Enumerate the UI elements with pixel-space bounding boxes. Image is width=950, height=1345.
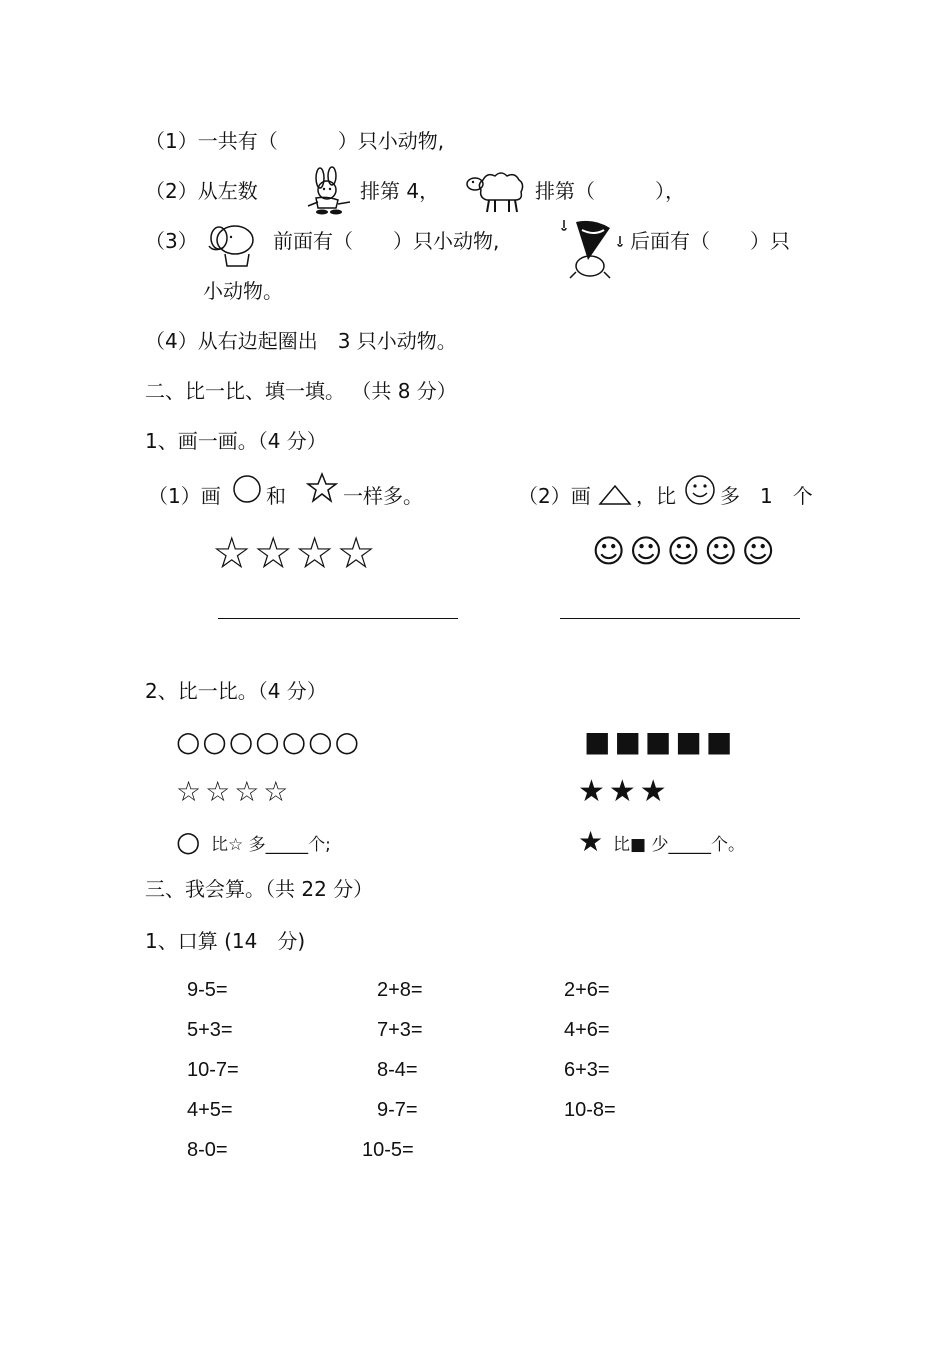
- calc-problem: 5+3=: [187, 1019, 233, 1041]
- calc-problem: 4+6=: [564, 1019, 610, 1041]
- triangle-icon: [598, 484, 632, 506]
- draw2-pre: （2）画: [518, 484, 591, 508]
- q1-line2-pre: （2）从左数: [145, 179, 258, 203]
- circles-row: ○○○○○○○: [176, 725, 362, 758]
- q1-line4: （4）从右边起圈出 3 只小动物。: [145, 329, 457, 353]
- calc-problem: 10-7=: [187, 1059, 239, 1081]
- smiley-icon: [684, 474, 716, 506]
- q1-line3-cont: 小动物。: [203, 279, 283, 303]
- section3-sub1: 1、口算 (14 分): [145, 929, 306, 953]
- draw1-post: 一样多。: [343, 484, 423, 508]
- calc-problem: 9-5=: [187, 979, 228, 1001]
- q1-line1: （1）一共有（ ）只小动物,: [145, 129, 445, 153]
- draw1-pre: （1）画: [148, 484, 221, 508]
- q1-line3-post: 后面有（ ）只: [630, 229, 790, 253]
- q1-line3-pre: （3）: [145, 229, 198, 253]
- draw1-and: 和: [266, 484, 286, 508]
- calc-problem: 8-0=: [187, 1139, 228, 1161]
- draw2-mid: ，比: [636, 484, 676, 508]
- stars-row: ☆☆☆☆: [212, 528, 378, 579]
- calc-problem: 10-5=: [362, 1139, 414, 1161]
- draw2-post: 多 1 个: [720, 484, 813, 508]
- calc-problem: 10-8=: [564, 1099, 616, 1121]
- star-icon: [306, 472, 338, 504]
- section2-title: 二、比一比、填一填。 （共 8 分）: [145, 379, 457, 403]
- sheep-icon: [465, 166, 529, 214]
- section2-sub2: 2、比一比。（4 分）: [145, 679, 327, 703]
- calc-problem: 2+6=: [564, 979, 610, 1001]
- q1-line3-mid: 前面有（ ）只小动物,: [273, 229, 500, 253]
- answer-line-2[interactable]: [560, 618, 800, 619]
- squares-row: ■■■■■: [584, 725, 737, 758]
- calc-problem: 9-7=: [377, 1099, 418, 1121]
- q1-line2-post: 排第（ ），: [535, 179, 685, 203]
- section3-title: 三、我会算。（共 22 分）: [145, 877, 374, 901]
- calc-problem: 7+3=: [377, 1019, 423, 1041]
- faces-row: ☺☺☺☺☺: [592, 532, 779, 570]
- solid-stars-row: ★★★: [578, 774, 671, 809]
- compare1-text: 比☆ 多_____个;: [211, 835, 331, 855]
- hollow-stars-row: ☆☆☆☆: [176, 775, 293, 808]
- circle-icon: [232, 474, 262, 504]
- compare2-star: ★: [578, 825, 606, 858]
- calc-problem: 2+8=: [377, 979, 423, 1001]
- calc-problem: 6+3=: [564, 1059, 610, 1081]
- q1-line2-mid: 排第 4，: [360, 179, 440, 203]
- section2-sub1: 1、画一画。（4 分）: [145, 429, 327, 453]
- calc-problem: 4+5=: [187, 1099, 233, 1121]
- calc-problem: 8-4=: [377, 1059, 418, 1081]
- rabbit-icon: [298, 166, 358, 216]
- answer-line-1[interactable]: [218, 618, 458, 619]
- elephant-icon: [205, 222, 261, 270]
- compare2-text: 比■ 少_____个。: [613, 835, 745, 855]
- compare1-circle: ○: [176, 825, 203, 858]
- frog-icon: [558, 216, 628, 280]
